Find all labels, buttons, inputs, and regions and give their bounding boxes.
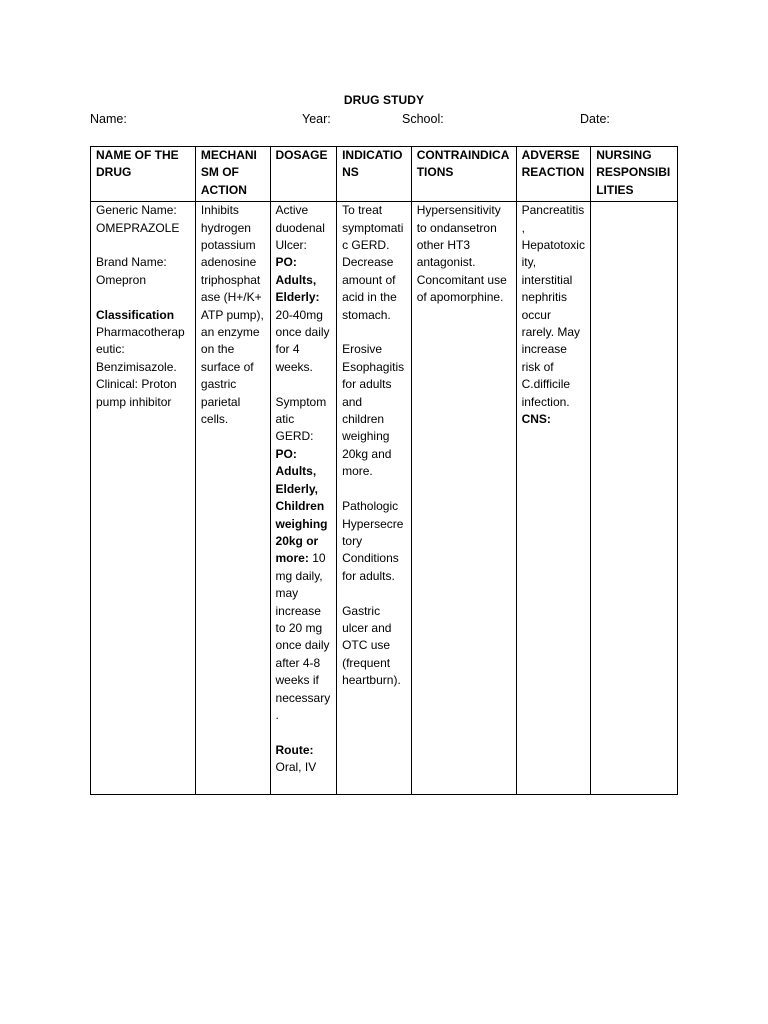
brand-name-label: Brand Name:	[96, 255, 167, 270]
generic-name-value: OMEPRAZOLE	[96, 220, 180, 235]
header-contraindications: CONTRAINDICA TIONS	[411, 147, 516, 202]
dosage-po1-text: 20-40mg once daily for 4 weeks.	[275, 307, 330, 374]
school-label: School:	[402, 112, 444, 126]
route-label: Route:	[275, 742, 314, 757]
cell-indications	[337, 202, 412, 795]
header-mechanism: MECHANI SM OF ACTION	[195, 147, 270, 202]
header-nursing-responsibilities: NURSING RESPONSIBI LITIES	[591, 147, 678, 202]
indication-3: Pathologic Hypersecretory Conditions for adults.	[342, 499, 404, 583]
header-name-of-drug: NAME OF THE DRUG	[91, 147, 196, 202]
header-dosage: DOSAGE	[270, 147, 337, 202]
adverse-text: Pancreatitis, Hepatotoxicity, interstitial nephritis occur rarely. May increase risk of C.difficile infection.	[521, 203, 585, 409]
classification-pharmacotherapeutic: Pharmacotherapeutic: Benzimisazole.	[96, 325, 185, 374]
header-adverse-reaction: ADVERSE REACTION	[516, 147, 591, 202]
dosage-po-children: PO: Adults, Elderly, Children weighing 20kg or more:	[275, 446, 328, 566]
brand-name-value: Omepron	[96, 272, 147, 287]
dosage-po2-text: 10 mg daily, may increase to 20 mg once daily after 4-8 weeks if necessary.	[275, 551, 331, 722]
table-header-row	[91, 147, 678, 202]
cell-drug-name	[91, 202, 196, 795]
indication-2: Erosive Esophagitis for adults and children weighing 20kg and more.	[342, 342, 405, 479]
classification-clinical: Clinical: Proton pump inhibitor	[96, 377, 177, 409]
cell-contraindications: Hypersensitivity to ondansetron other HT3 antagonist. Concomitant use of apomorphine.	[411, 202, 516, 795]
adverse-cns-label: CNS:	[521, 412, 551, 427]
cell-nursing-responsibilities	[591, 202, 678, 795]
dosage-active-duodenal: Active duodenal Ulcer:	[275, 203, 325, 253]
drug-study-table	[90, 146, 678, 795]
cell-dosage	[270, 202, 337, 795]
generic-name-label: Generic Name:	[96, 203, 177, 218]
date-label: Date:	[580, 112, 610, 126]
classification-label: Classification	[96, 307, 175, 322]
indication-4: Gastric ulcer and OTC use (frequent heartburn).	[342, 603, 401, 688]
header-indications: INDICATIO NS	[337, 147, 412, 202]
page-title: DRUG STUDY	[343, 93, 425, 107]
year-label: Year:	[302, 112, 331, 126]
cell-mechanism: Inhibits hydrogen potassium adenosine triphosphatase (H+/K+ ATP pump), an enzyme on the surface of gastric parietal cells.	[195, 202, 270, 795]
name-label: Name:	[90, 112, 127, 126]
dosage-symptomatic-gerd: Symptomatic GERD:	[275, 394, 327, 444]
table-row	[91, 202, 678, 795]
indication-1: To treat symptomatic GERD. Decrease amount of acid in the stomach.	[342, 203, 404, 322]
route-value: Oral, IV	[275, 760, 317, 775]
cell-adverse-reaction	[516, 202, 591, 795]
dosage-po-adults-elderly: PO: Adults, Elderly:	[275, 255, 320, 305]
